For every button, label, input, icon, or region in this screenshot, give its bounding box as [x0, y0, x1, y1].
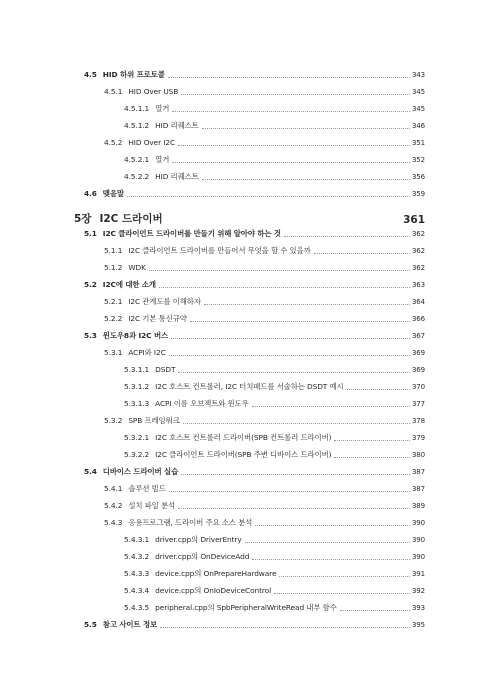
- toc-entry-number: 4.5: [84, 70, 97, 79]
- dot-leader: [172, 162, 410, 163]
- toc-entry-page: 390: [411, 553, 425, 561]
- toc-entry: [124, 429, 425, 443]
- toc-entry-page: 392: [411, 587, 425, 595]
- toc-entry-number: 4.5.1: [104, 87, 123, 96]
- toc-entry: [104, 242, 425, 256]
- dot-leader: [204, 304, 410, 305]
- toc-entry-title: I2C 클라이언트 드라이버를 만들어서 무엇을 할 수 있을까: [128, 246, 311, 255]
- toc-entry-number: 4.5.1.2: [124, 121, 150, 130]
- toc-entry-page: 367: [411, 332, 425, 340]
- toc-entry-number: 5.3.1: [104, 348, 123, 357]
- toc-entry: [124, 151, 425, 165]
- toc-entry-number: 5.4.3: [104, 518, 123, 527]
- dot-leader: [252, 559, 410, 560]
- dot-leader: [340, 610, 410, 611]
- toc-entry-number: 4.5.2.1: [124, 155, 150, 164]
- toc-entry-page: 387: [411, 485, 425, 493]
- toc-entry-title: HID Over I2C: [128, 138, 176, 147]
- toc-entry-title: 열거: [155, 104, 170, 113]
- toc-entry: [84, 66, 425, 80]
- dot-leader: [127, 196, 410, 197]
- toc-entry-page: 390: [411, 536, 425, 544]
- toc-entry-page: 362: [411, 230, 425, 238]
- dot-leader: [274, 593, 410, 594]
- toc-entry-number: 5.3.2.2: [124, 450, 150, 459]
- toc-entry-title: driver.cpp의 OnDeviceAdd: [155, 552, 250, 561]
- dot-leader: [172, 111, 410, 112]
- toc-entry-title: device.cpp의 OnPrepareHardware: [155, 569, 277, 578]
- toc-entry: [104, 259, 425, 273]
- dot-leader: [334, 457, 410, 458]
- toc-entry-number: 5.4: [84, 467, 97, 476]
- toc-entry-number: 5.4.3.4: [124, 586, 150, 595]
- dot-leader: [169, 355, 410, 356]
- toc-entry-page: 363: [411, 281, 425, 289]
- dot-leader: [178, 508, 410, 509]
- dot-leader: [255, 525, 410, 526]
- dot-leader: [178, 372, 410, 373]
- toc-entry-number: 5.3.1.2: [124, 382, 150, 391]
- toc-entry-title: DSDT: [155, 365, 176, 374]
- toc-entry-page: 346: [411, 122, 425, 130]
- toc-entry-title: I2C 기본 통신규약: [128, 314, 187, 323]
- dot-leader: [202, 128, 410, 129]
- toc-entry-title: I2C 관계도를 이해하자: [128, 297, 201, 306]
- toc-entry-page: 380: [411, 451, 425, 459]
- toc-entry: [104, 310, 425, 324]
- toc-entry-number: 5.4.1: [104, 484, 123, 493]
- toc-entry-title: I2C 클라이언트 드라이버를 만들기 위해 알아야 하는 것: [102, 229, 281, 238]
- toc-entry: [124, 599, 425, 613]
- toc-entry-title: HID 리퀘스트: [155, 172, 199, 181]
- toc-entry-page: 379: [411, 434, 425, 442]
- toc-entry-number: 5.3.1.3: [124, 399, 150, 408]
- toc-entry-number: 4.5.1.1: [124, 104, 150, 113]
- toc-entry-page: 364: [411, 298, 425, 306]
- toc-entry-number: 5.2: [84, 280, 97, 289]
- toc-entry-number: 5.3.2.1: [124, 433, 150, 442]
- toc-entry-title: HID 리퀘스트: [155, 121, 199, 130]
- toc-entry-number: 5.1.2: [104, 263, 123, 272]
- dot-leader: [181, 94, 410, 95]
- toc-entry-number: 5.3: [84, 331, 97, 340]
- chapter-title: I2C 드라이버: [99, 213, 163, 225]
- dot-leader: [279, 576, 410, 577]
- toc-entry-title: HID Over USB: [128, 87, 179, 96]
- toc-entry: [84, 276, 425, 290]
- toc-entry-page: 395: [411, 621, 425, 629]
- toc-entry-page: 393: [411, 604, 425, 612]
- toc-entry-title: 맺음말: [102, 189, 124, 198]
- toc-entry: [124, 100, 425, 114]
- toc-entry-page: 390: [411, 519, 425, 527]
- toc-entry-title: I2C 클라이언트 드라이버(SPB 주변 디바이스 드라이버): [155, 450, 332, 459]
- dot-leader: [252, 406, 410, 407]
- toc-entry-page: 366: [411, 315, 425, 323]
- dot-leader: [149, 270, 410, 271]
- dot-leader: [183, 423, 410, 424]
- toc-entry-page: 389: [411, 502, 425, 510]
- toc-entry-number: 5.4.3.2: [124, 552, 150, 561]
- toc-entry-title: HID 하위 프로토콜: [102, 70, 165, 79]
- toc-entry-page: 356: [411, 173, 425, 181]
- toc-entry: [84, 463, 425, 477]
- dot-leader: [202, 179, 410, 180]
- toc-entry-page: 378: [411, 417, 425, 425]
- chapter-heading: [74, 208, 425, 226]
- dot-leader: [190, 321, 410, 322]
- toc-entry: [104, 412, 425, 426]
- toc-entry-number: 5.4.3.5: [124, 603, 150, 612]
- toc-entry: [104, 134, 425, 148]
- toc-entry-title: I2C 호스트 컨트롤러, I2C 터치패드를 서술하는 DSDT 예시: [155, 382, 344, 391]
- chapter-number: 5장: [74, 213, 92, 225]
- toc-entry-title: 응용프로그램, 드라이버 주요 소스 분석: [128, 518, 253, 527]
- toc-entry: [124, 168, 425, 182]
- dot-leader: [314, 253, 410, 254]
- toc-entry-title: ACPI 이름 오브젝트와 윈도우: [155, 399, 249, 408]
- toc-entry: [124, 446, 425, 460]
- toc-entry: [124, 548, 425, 562]
- toc-entry: [104, 83, 425, 97]
- toc-entry-number: 5.2.1: [104, 297, 123, 306]
- toc-entry-page: 369: [411, 349, 425, 357]
- toc-entry-title: ACPI와 I2C: [128, 348, 166, 357]
- toc-entry-title: peripheral.cpp의 SpbPeripheralWriteRead 내부 함수: [155, 603, 337, 612]
- dot-leader: [245, 542, 410, 543]
- toc-entry-page: 359: [411, 190, 425, 198]
- dot-leader: [159, 287, 410, 288]
- toc-entry-number: 4.6: [84, 189, 97, 198]
- toc-entry-title: 솔루션 빌드: [128, 484, 166, 493]
- toc-entry: [84, 616, 425, 630]
- toc-entry: [104, 497, 425, 511]
- dot-leader: [178, 145, 410, 146]
- toc-entry-number: 5.5: [84, 620, 97, 629]
- toc-entry-number: 4.5.2: [104, 138, 123, 147]
- toc-entry-page: 362: [411, 264, 425, 272]
- toc-entry-title: I2C 호스트 컨트롤러 드라이버(SPB 컨트롤러 드라이버): [155, 433, 332, 442]
- toc-entry-page: 352: [411, 156, 425, 164]
- toc-entry: [124, 361, 425, 375]
- toc-entry-title: SPB 프레임워크: [128, 416, 180, 425]
- dot-leader: [160, 627, 410, 628]
- toc-entry-title: 설치 파일 분석: [128, 501, 176, 510]
- toc-entry: [104, 480, 425, 494]
- toc-entry-number: 5.1.1: [104, 246, 123, 255]
- dot-leader: [168, 77, 410, 78]
- toc-entry-number: 5.4.3.3: [124, 569, 150, 578]
- toc-entry-title: 윈도우8과 I2C 버스: [102, 331, 169, 340]
- toc-entry: [104, 293, 425, 307]
- toc-entry-title: WDK: [128, 263, 146, 272]
- toc-entry-page: 370: [411, 383, 425, 391]
- toc-entry-title: I2C에 대한 소개: [102, 280, 156, 289]
- toc-entry: [124, 117, 425, 131]
- toc-entry-page: 369: [411, 366, 425, 374]
- toc-entry-title: driver.cpp의 DriverEntry: [155, 535, 242, 544]
- toc-entry-page: 345: [411, 88, 425, 96]
- toc-entry-title: 참고 사이트 정보: [102, 620, 158, 629]
- toc-entry-page: 377: [411, 400, 425, 408]
- toc-entry-number: 5.1: [84, 229, 97, 238]
- toc-entry: [104, 344, 425, 358]
- toc-entry-number: 5.4.2: [104, 501, 123, 510]
- toc-entry-page: 362: [411, 247, 425, 255]
- dot-leader: [171, 338, 410, 339]
- toc-entry: [84, 185, 425, 199]
- toc-entry-number: 5.3.2: [104, 416, 123, 425]
- toc-entry-number: 5.4.3.1: [124, 535, 150, 544]
- toc-entry: [124, 531, 425, 545]
- toc-entry-number: 4.5.2.2: [124, 172, 150, 181]
- toc-entry: [124, 395, 425, 409]
- toc-entry: [104, 514, 425, 528]
- toc-entry-title: 열거: [155, 155, 170, 164]
- toc-entry-number: 5.2.2: [104, 314, 123, 323]
- dot-leader: [169, 491, 410, 492]
- toc-entry-title: 디바이스 드라이버 실습: [102, 467, 179, 476]
- toc-entry-title: device.cpp의 OnIoDeviceControl: [155, 586, 272, 595]
- toc-entry-page: 391: [411, 570, 425, 578]
- dot-leader: [334, 440, 410, 441]
- toc-entry-page: 345: [411, 105, 425, 113]
- toc-entry-page: 351: [411, 139, 425, 147]
- toc-entry: [124, 565, 425, 579]
- dot-leader: [347, 389, 410, 390]
- toc-entry-number: 5.3.1.1: [124, 365, 150, 374]
- toc-entry-page: 343: [411, 71, 425, 79]
- toc-entry: [84, 327, 425, 341]
- toc-entry: [124, 378, 425, 392]
- toc-entry: [84, 225, 425, 239]
- dot-leader: [284, 236, 410, 237]
- toc-entry: [124, 582, 425, 596]
- toc-entry-page: 387: [411, 468, 425, 476]
- chapter-page: 361: [403, 214, 425, 226]
- dot-leader: [181, 474, 410, 475]
